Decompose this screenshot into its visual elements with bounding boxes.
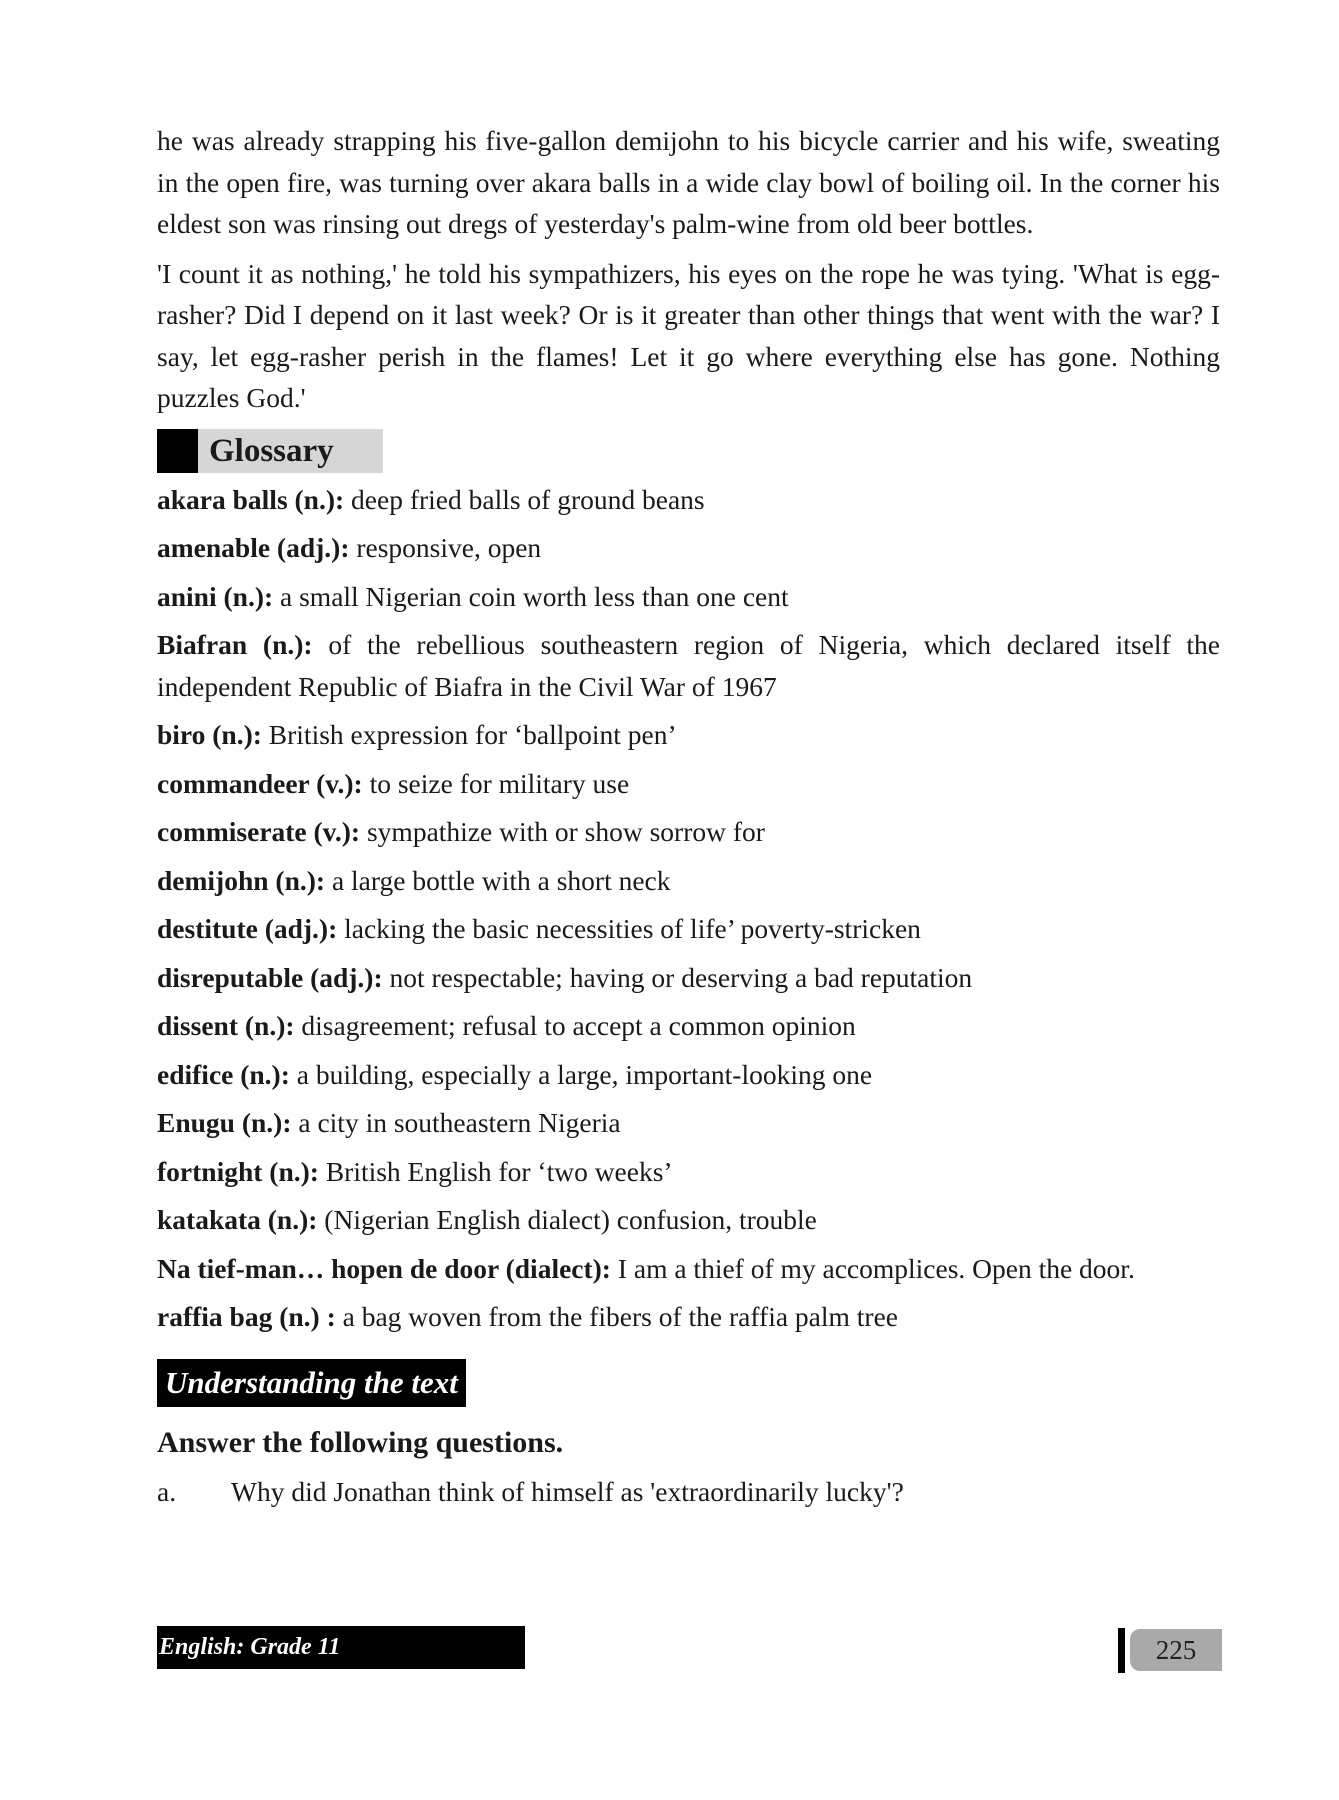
glossary-entry (157, 811, 1220, 853)
glossary-definition: responsive, open (349, 532, 542, 563)
glossary-term: disreputable (adj.): (157, 961, 383, 993)
glossary-entry (157, 957, 1220, 999)
glossary-definition: a small Nigerian coin worth less than one cent (273, 580, 789, 612)
glossary-entry (157, 1151, 1220, 1193)
glossary-definition: to seize for military use (362, 767, 630, 799)
glossary-term: Enugu (n.): (157, 1107, 292, 1138)
glossary-term: akara balls (n.): (157, 483, 345, 515)
glossary-heading-text: Glossary (209, 432, 334, 469)
glossary-entry (157, 908, 1220, 950)
glossary-entry (157, 763, 1220, 805)
glossary-definition: deep fried balls of ground beans (344, 483, 705, 515)
glossary-entry (157, 1102, 1220, 1144)
glossary-list (157, 479, 1220, 1338)
glossary-entry (157, 1248, 1220, 1290)
glossary-entry (157, 1199, 1220, 1241)
question-item (157, 1471, 1220, 1513)
glossary-definition: lacking the basic necessities of life’ poverty-stricken (337, 913, 921, 944)
question-label: a. (157, 1475, 177, 1507)
understanding-heading: Understanding the text (157, 1359, 466, 1407)
glossary-definition: sympathize with or show sorrow for (360, 816, 765, 847)
page-number: 225 (1130, 1629, 1222, 1671)
glossary-term: anini (n.): (157, 580, 274, 612)
instruction-heading: Answer the following questions. (157, 1425, 564, 1459)
question-text: Why did Jonathan think of himself as 'extraordinarily lucky'? (231, 1475, 904, 1507)
glossary-entry (157, 1296, 1220, 1338)
glossary-term: demijohn (n.): (157, 864, 326, 896)
glossary-heading (157, 429, 383, 473)
glossary-definition: British expression for ‘ballpoint pen’ (261, 719, 677, 750)
glossary-definition: a building, especially a large, important-looking one (289, 1058, 873, 1090)
glossary-definition: a large bottle with a short neck (325, 864, 671, 896)
glossary-term: commiserate (v.): (157, 816, 361, 847)
glossary-entry (157, 1054, 1220, 1096)
glossary-term: Biafran (n.): (157, 629, 313, 660)
glossary-term: katakata (n.): (157, 1204, 318, 1235)
glossary-term: destitute (adj.): (157, 913, 338, 944)
glossary-entry (157, 1005, 1220, 1047)
glossary-definition: not respectable; having or deserving a bad reputation (382, 961, 973, 993)
glossary-definition: I am a thief of my accomplices. Open the door. (610, 1252, 1135, 1284)
glossary-definition: (Nigerian English dialect) confusion, trouble (317, 1204, 817, 1235)
glossary-term: commandeer (v.): (157, 767, 363, 799)
heading-marker-block (157, 429, 198, 473)
glossary-entry (157, 576, 1220, 618)
footer-divider-bar (1118, 1628, 1125, 1673)
footer-book-title: English: Grade 11 (157, 1626, 525, 1669)
glossary-entry (157, 714, 1220, 756)
glossary-term: biro (n.): (157, 719, 262, 750)
glossary-term: Na tief-man… hopen de door (dialect): (157, 1252, 611, 1284)
glossary-entry (157, 527, 1220, 569)
glossary-definition: a bag woven from the fibers of the raffia palm tree (335, 1301, 898, 1332)
glossary-term: amenable (adj.): (157, 532, 350, 563)
glossary-definition: disagreement; refusal to accept a common opinion (294, 1010, 856, 1041)
glossary-entry (157, 860, 1220, 902)
glossary-entry (157, 479, 1220, 521)
story-paragraph: 'I count it as nothing,' he told his sympathizers, his eyes on the rope he was tying. 'What is egg-rasher? Did I depend on it last week? Or is it greater than other things that went with the war? I say, let egg-rasher perish in the flames! Let it go where everything else has gone. Nothing puzzles God.' (157, 257, 1220, 413)
glossary-term: raffia bag (n.) : (157, 1301, 336, 1332)
page-content (157, 120, 1220, 1513)
story-paragraph: he was already strapping his five-gallon demijohn to his bicycle carrier and his wife, sweating in the open fire, was turning over akara balls in a wide clay bowl of boiling oil. In the corner his eldest son was rinsing out dregs of yesterday's palm-wine from old beer bottles. (157, 125, 1220, 239)
glossary-entry (157, 624, 1220, 707)
glossary-term: edifice (n.): (157, 1058, 290, 1090)
glossary-term: fortnight (n.): (157, 1155, 319, 1187)
glossary-definition: a city in southeastern Nigeria (291, 1107, 621, 1138)
glossary-definition: of the rebellious southeastern region of Nigeria, which declared itself the independent Republic of Biafra in the Civil War of 1967 (157, 629, 1220, 702)
glossary-definition: British English for ‘two weeks’ (318, 1155, 673, 1187)
glossary-term: dissent (n.): (157, 1010, 295, 1041)
